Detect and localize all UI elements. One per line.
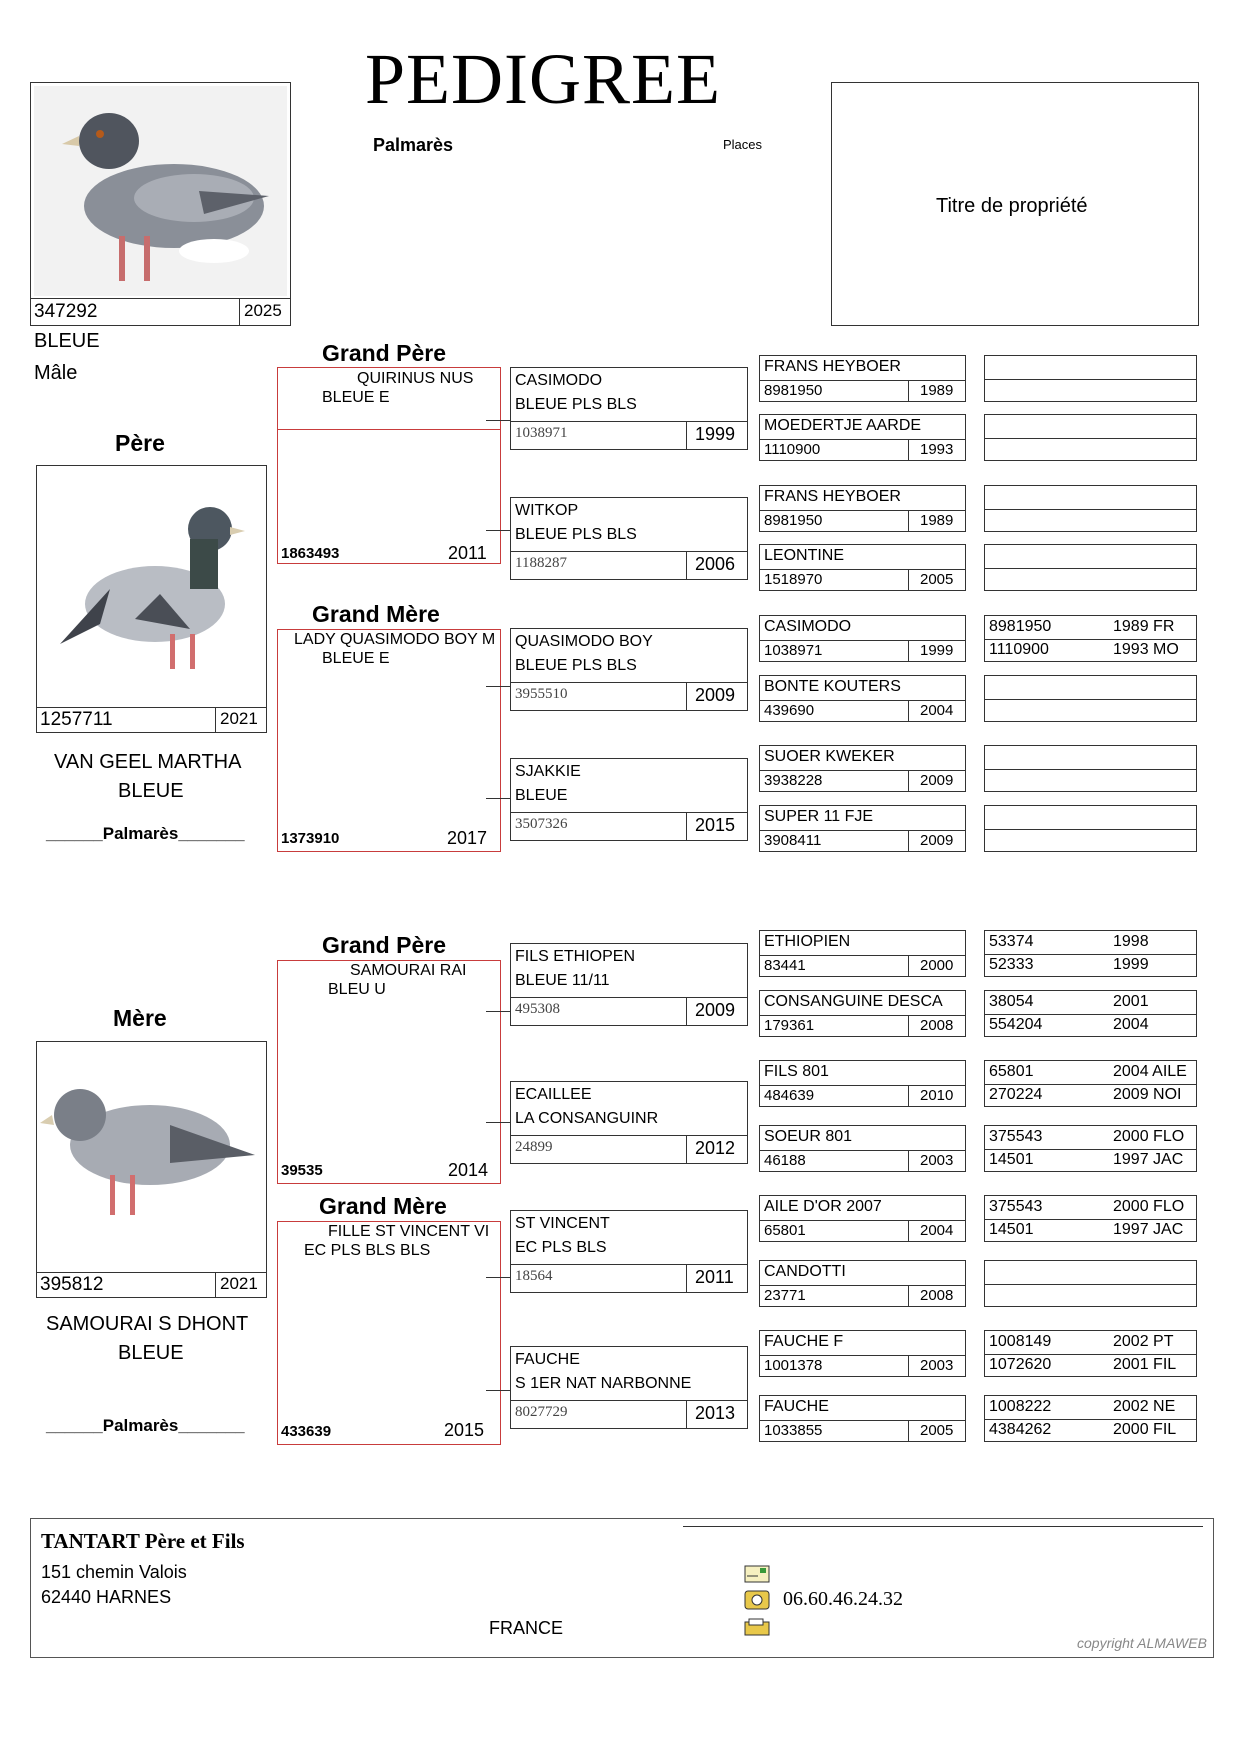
gm1-heading: Grand Mère	[312, 601, 440, 627]
ancestor-ring-box	[984, 990, 1197, 1037]
ancestor-year: 2004	[920, 1222, 954, 1239]
phone-number: 06.60.46.24.32	[783, 1588, 903, 1610]
ancestor-ring: 3908411	[764, 832, 822, 849]
ggp-year: 2006	[695, 554, 736, 574]
ggp-color: BLEUE PLS BLS	[515, 657, 637, 674]
breeder-address-line2: 62440 HARNES	[41, 1587, 172, 1607]
ring-a-year: 2004 AILE	[1113, 1063, 1187, 1080]
ggp-ring: 24899	[515, 1139, 553, 1155]
ancestor-box	[759, 615, 966, 662]
great-grandparent-box	[510, 758, 748, 841]
ggp-name: WITKOP	[515, 502, 579, 519]
ancestor-ring-box	[984, 1395, 1197, 1442]
ancestor-ring-box	[984, 1125, 1197, 1172]
ring-a-year: 2000 FLO	[1113, 1128, 1185, 1145]
mere-photo-frame	[36, 1041, 267, 1298]
ancestor-ring-box	[984, 355, 1197, 402]
ring-b-number: 1072620	[989, 1356, 1052, 1373]
ancestor-box	[759, 990, 966, 1037]
ring-b-number: 1110900	[989, 641, 1049, 658]
ggp-year: 2013	[695, 1403, 736, 1423]
ring-a-year: 2002 PT	[1113, 1333, 1174, 1350]
ring-a-number: 375543	[989, 1198, 1043, 1215]
ring-b-year: 2001 FIL	[1113, 1356, 1177, 1373]
ancestor-ring-box	[984, 1195, 1197, 1242]
gm1-line2: BLEUE E	[322, 650, 390, 667]
ancestor-name: FRANS HEYBOER	[764, 358, 901, 375]
gp2-box	[277, 960, 501, 1184]
gp2-ring: 39535	[281, 1162, 323, 1179]
ancestor-year: 1993	[920, 441, 954, 458]
ggp-year: 2011	[695, 1267, 734, 1287]
ring-a-number: 1008222	[989, 1398, 1052, 1415]
ancestor-ring-box	[984, 805, 1197, 852]
ggp-name: QUASIMODO BOY	[515, 633, 653, 650]
ancestor-box	[759, 1330, 966, 1377]
ancestor-box	[759, 485, 966, 532]
ancestor-ring: 1001378	[764, 1357, 823, 1374]
ancestor-ring: 65801	[764, 1222, 806, 1239]
ggp-color: EC PLS BLS	[515, 1239, 607, 1256]
pigeon-image	[34, 86, 287, 296]
ancestor-year: 1989	[920, 382, 954, 399]
palmares-label: Palmarès	[373, 135, 454, 155]
subject-sex: Mâle	[34, 362, 78, 384]
pere-year: 2021	[220, 709, 258, 728]
pigeon-image	[40, 469, 263, 699]
mere-name: SAMOURAI S DHONT	[46, 1313, 249, 1335]
pere-color: BLEUE	[118, 780, 184, 802]
great-grandparent-box	[510, 1210, 748, 1293]
ggp-name: FAUCHE	[515, 1351, 580, 1368]
ownership-title: Titre de propriété	[936, 195, 1088, 217]
ring-b-number: 4384262	[989, 1421, 1052, 1438]
ancestor-ring-box	[984, 745, 1197, 792]
great-grandparent-box	[510, 1346, 748, 1429]
ring-b-year: 2004	[1113, 1016, 1149, 1033]
copyright: copyright ALMAWEB	[1077, 1635, 1207, 1651]
ancestor-name: MOEDERTJE AARDE	[764, 417, 922, 434]
pere-ring: 1257711	[40, 709, 113, 730]
pigeon-image	[40, 1045, 263, 1243]
great-grandparent-box	[510, 367, 748, 450]
ancestor-year: 2005	[920, 1422, 954, 1439]
ancestor-box	[759, 1260, 966, 1307]
ancestor-name: FAUCHE	[764, 1398, 829, 1415]
ancestor-ring-box	[984, 485, 1197, 532]
subject-year: 2025	[244, 301, 282, 320]
email-icon	[744, 1565, 770, 1583]
subject-ring: 347292	[34, 301, 98, 322]
ancestor-year: 2010	[920, 1087, 954, 1104]
ring-b-year: 2000 FIL	[1113, 1421, 1177, 1438]
ring-a-number: 375543	[989, 1128, 1043, 1145]
ggp-color: LA CONSANGUINR	[515, 1110, 659, 1127]
ring-b-year: 1997 JAC	[1113, 1221, 1184, 1238]
gm1-line1: LADY QUASIMODO BOY M	[294, 631, 496, 648]
ancestor-name: FILS 801	[764, 1063, 829, 1080]
breeder-footer	[30, 1518, 1214, 1658]
ancestor-year: 2003	[920, 1152, 954, 1169]
ancestor-ring: 484639	[764, 1087, 815, 1104]
ancestor-ring: 1110900	[764, 441, 821, 458]
ancestor-ring: 83441	[764, 957, 806, 974]
ring-b-number: 270224	[989, 1086, 1043, 1103]
ring-a-number: 53374	[989, 933, 1034, 950]
ancestor-name: SUPER 11 FJE	[764, 808, 874, 825]
ggp-name: CASIMODO	[515, 372, 603, 389]
ancestor-ring-box	[984, 544, 1197, 591]
breeder-name: TANTART Père et Fils	[41, 1529, 245, 1553]
gp1-box	[277, 367, 501, 564]
ancestor-year: 2000	[920, 957, 954, 974]
ancestor-ring: 8981950	[764, 512, 823, 529]
phone-icon	[744, 1590, 770, 1610]
gm1-ring: 1373910	[281, 830, 340, 847]
ancestor-box	[759, 414, 966, 461]
ring-a-number: 8981950	[989, 618, 1052, 635]
gm2-ring: 433639	[281, 1423, 332, 1440]
ancestor-ring-box	[984, 675, 1197, 722]
ggp-ring: 3955510	[515, 686, 568, 702]
ancestor-year: 2009	[920, 772, 954, 789]
great-grandparent-box	[510, 497, 748, 580]
ancestor-year: 2008	[920, 1017, 954, 1034]
breeder-country: FRANCE	[489, 1618, 564, 1638]
ggp-ring: 18564	[515, 1268, 553, 1284]
gm1-box	[277, 629, 501, 852]
ancestor-box	[759, 1195, 966, 1242]
connector	[486, 1011, 510, 1012]
gm1-year: 2017	[447, 828, 488, 848]
ggp-ring: 1038971	[515, 425, 568, 441]
ggp-color: BLEUE	[515, 787, 568, 804]
ggp-year: 2015	[695, 815, 736, 835]
ring-b-year: 1993 MO	[1113, 641, 1179, 658]
ancestor-box	[759, 745, 966, 792]
ancestor-year: 1989	[920, 512, 954, 529]
ring-b-number: 52333	[989, 956, 1034, 973]
ring-a-number: 1008149	[989, 1333, 1052, 1350]
great-grandparent-box	[510, 1081, 748, 1164]
connector	[486, 530, 510, 531]
connector	[486, 1390, 510, 1391]
mere-heading: Mère	[113, 1005, 167, 1031]
gp1-line2: BLEUE E	[322, 389, 390, 406]
ancestor-ring: 46188	[764, 1152, 806, 1169]
gp2-line2: BLEU U	[328, 981, 386, 998]
ancestor-ring-box	[984, 930, 1197, 977]
ancestor-box	[759, 675, 966, 722]
gp1-ring: 1863493	[281, 545, 340, 562]
ring-b-number: 14501	[989, 1221, 1034, 1238]
ggp-ring: 495308	[515, 1001, 560, 1017]
pere-heading: Père	[115, 430, 165, 456]
ggp-year: 2012	[695, 1138, 736, 1158]
ggp-name: ECAILLEE	[515, 1086, 592, 1103]
ring-b-number: 14501	[989, 1151, 1034, 1168]
ancestor-name: CONSANGUINE DESCA	[764, 993, 943, 1010]
ggp-ring: 8027729	[515, 1404, 568, 1420]
great-grandparent-box	[510, 943, 748, 1026]
pere-name: VAN GEEL MARTHA	[54, 751, 242, 773]
ancestor-ring: 179361	[764, 1017, 815, 1034]
ring-a-year: 2001	[1113, 993, 1149, 1010]
ring-b-year: 1997 JAC	[1113, 1151, 1184, 1168]
ggp-color: BLEUE 11/11	[515, 972, 610, 989]
ring-a-year: 1989 FR	[1113, 618, 1175, 635]
subject-color: BLEUE	[34, 330, 100, 352]
gp2-year: 2014	[448, 1160, 489, 1180]
ggp-name: SJAKKIE	[515, 763, 581, 780]
ancestor-name: ETHIOPIEN	[764, 933, 851, 950]
ownership-box	[831, 82, 1199, 326]
mere-pigeon-photo	[40, 1045, 263, 1243]
ancestor-box	[759, 1060, 966, 1107]
ancestor-name: FRANS HEYBOER	[764, 488, 901, 505]
ring-a-year: 2000 FLO	[1113, 1198, 1185, 1215]
ring-a-number: 65801	[989, 1063, 1034, 1080]
ancestor-ring-box	[984, 615, 1197, 662]
ancestor-ring-box	[984, 1330, 1197, 1377]
ancestor-year: 2003	[920, 1357, 954, 1374]
mere-color: BLEUE	[118, 1342, 184, 1364]
connector	[486, 686, 510, 687]
ancestor-ring: 3938228	[764, 772, 823, 789]
ancestor-box	[759, 930, 966, 977]
great-grandparent-box	[510, 628, 748, 711]
ancestor-box	[759, 805, 966, 852]
mere-ring: 395812	[40, 1274, 104, 1295]
breeder-address-line1: 151 chemin Valois	[41, 1562, 187, 1582]
ancestor-name: BONTE KOUTERS	[764, 678, 901, 695]
ring-a-number: 38054	[989, 993, 1034, 1010]
gp1-heading: Grand Père	[322, 340, 446, 366]
ancestor-name: LEONTINE	[764, 547, 845, 564]
ancestor-ring: 439690	[764, 702, 815, 719]
ggp-year: 2009	[695, 685, 736, 705]
ggp-ring: 3507326	[515, 816, 568, 832]
ggp-color: BLEUE PLS BLS	[515, 526, 637, 543]
connector	[486, 420, 510, 421]
ancestor-year: 2005	[920, 571, 954, 588]
gp1-line1: QUIRINUS NUS	[357, 370, 474, 387]
ancestor-box	[759, 355, 966, 402]
ancestor-ring: 1518970	[764, 571, 823, 588]
gp2-heading: Grand Père	[322, 932, 446, 958]
pere-pigeon-photo	[40, 469, 263, 699]
ggp-color: BLEUE PLS BLS	[515, 396, 637, 413]
ggp-year: 2009	[695, 1000, 736, 1020]
page-title: PEDIGREE	[365, 39, 721, 119]
subject-pigeon-photo	[34, 86, 287, 296]
gm2-heading: Grand Mère	[319, 1193, 447, 1219]
ancestor-name: AILE D'OR 2007	[764, 1198, 882, 1215]
connector	[486, 798, 510, 799]
mere-palmares: ______Palmarès_______	[46, 1416, 245, 1435]
ancestor-year: 1999	[920, 642, 954, 659]
ancestor-year: 2004	[920, 702, 954, 719]
ring-a-year: 2002 NE	[1113, 1398, 1176, 1415]
ancestor-name: CASIMODO	[764, 618, 852, 635]
gm2-year: 2015	[444, 1420, 485, 1440]
ggp-name: FILS ETHIOPEN	[515, 948, 636, 965]
subject-photo-frame	[30, 82, 291, 326]
pere-photo-frame	[36, 465, 267, 733]
ancestor-ring-box	[984, 1060, 1197, 1107]
places-label: Places	[723, 137, 763, 152]
ggp-ring: 1188287	[515, 555, 567, 571]
ancestor-name: SUOER KWEKER	[764, 748, 895, 765]
ancestor-ring-box	[984, 1260, 1197, 1307]
ggp-year: 1999	[695, 424, 736, 444]
ancestor-year: 2008	[920, 1287, 954, 1304]
ancestor-name: FAUCHE F	[764, 1333, 844, 1350]
gm2-line2: EC PLS BLS BLS	[304, 1242, 431, 1259]
ring-a-year: 1998	[1113, 933, 1149, 950]
connector	[486, 1122, 510, 1123]
ring-b-number: 554204	[989, 1016, 1043, 1033]
ancestor-ring: 8981950	[764, 382, 823, 399]
mere-year: 2021	[220, 1274, 258, 1293]
gp2-line1: SAMOURAI RAI	[350, 962, 467, 979]
footer-rule	[683, 1526, 1203, 1527]
ancestor-box	[759, 544, 966, 591]
ancestor-box	[759, 1395, 966, 1442]
ggp-color: S 1ER NAT NARBONNE	[515, 1375, 692, 1392]
ring-b-year: 1999	[1113, 956, 1149, 973]
pere-palmares: ______Palmarès_______	[46, 824, 245, 843]
gp1-year: 2011	[448, 543, 487, 563]
ancestor-box	[759, 1125, 966, 1172]
gm2-line1: FILLE ST VINCENT VI	[328, 1223, 490, 1240]
ancestor-ring: 1038971	[764, 642, 823, 659]
ancestor-name: SOEUR 801	[764, 1128, 853, 1145]
ancestor-year: 2009	[920, 832, 954, 849]
ancestor-ring: 1033855	[764, 1422, 823, 1439]
connector	[486, 1277, 510, 1278]
fax-icon	[744, 1618, 770, 1636]
ancestor-name: CANDOTTI	[764, 1263, 846, 1280]
ancestor-ring: 23771	[764, 1287, 806, 1304]
ggp-name: ST VINCENT	[515, 1215, 610, 1232]
gm2-box	[277, 1221, 501, 1445]
ancestor-ring-box	[984, 414, 1197, 461]
ring-b-year: 2009 NOI	[1113, 1086, 1182, 1103]
